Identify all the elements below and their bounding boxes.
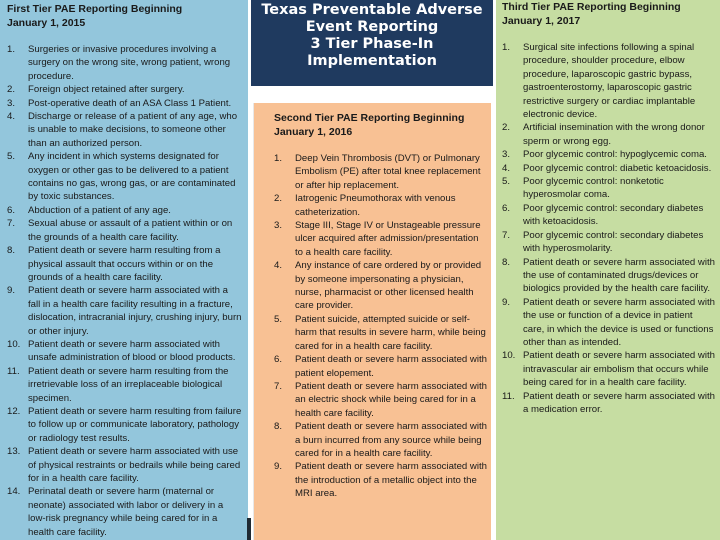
item-text: Stage III, Stage IV or Unstageable pressure ulcer acquired after admission/presentation to a health care facility.: [295, 220, 481, 258]
item-number: 8.: [7, 245, 16, 257]
list-item: [7, 445, 242, 485]
item-number: 1.: [274, 153, 283, 164]
list-item: [274, 259, 487, 313]
list-item: [7, 204, 242, 217]
item-number: 14.: [7, 486, 21, 498]
list-item: [7, 83, 242, 96]
list-item: [7, 284, 242, 338]
item-number: 9.: [7, 285, 16, 297]
title-line: Implementation: [307, 53, 437, 69]
item-text: Poor glycemic control: secondary diabetes with hyperosmolarity.: [523, 229, 704, 255]
item-text: Deep Vein Thrombosis (DVT) or Pulmonary Embolism (PE) after total knee replacement or after hip replacement.: [295, 153, 481, 191]
item-text: Patient death or severe harm associated with use of physical restraints or bedrails while being cared for in a health care facility.: [28, 446, 241, 484]
item-number: 2.: [502, 122, 511, 134]
item-text: Patient death or severe harm associated with the introduction of a metallic object into the MRI area.: [295, 461, 487, 500]
list-item: [7, 150, 242, 204]
heading-date: January 1, 2016: [274, 126, 353, 138]
list-item: [502, 162, 716, 175]
list-item: [502, 148, 716, 161]
item-text: Abduction of a patient of any age.: [28, 204, 171, 216]
item-text: Patient death or severe harm associated with unsafe administration of blood or blood products.: [28, 338, 236, 364]
heading-date: January 1, 2015: [7, 17, 86, 29]
list-item: [7, 405, 242, 445]
list-item: [502, 229, 716, 256]
item-number: 5.: [7, 151, 16, 163]
item-number: 8.: [502, 256, 511, 268]
item-text: Poor glycemic control: diabetic ketoacidosis.: [523, 162, 712, 174]
list-item: [502, 202, 716, 229]
item-number: 3.: [7, 97, 16, 109]
heading-line: First Tier PAE Reporting Beginning: [7, 3, 183, 15]
item-number: 1.: [502, 42, 511, 53]
item-text: Iatrogenic Pneumothorax with venous catheterization.: [295, 193, 456, 218]
item-text: Any instance of care ordered by or provided by someone impersonating a physician, nurse, pharmacist or other licensed health care provider.: [295, 260, 482, 312]
list-item: [502, 349, 716, 389]
item-number: 9.: [274, 461, 283, 473]
tier1-heading: [7, 2, 242, 30]
divider: [247, 518, 251, 540]
item-text: Surgical site infections following a spinal procedure, shoulder procedure, elbow procedure, laparoscopic gastric bypass, gastroenterostomy, laparoscopic gastric restrictive surgery or cardiac implantable electronic device.: [523, 42, 696, 121]
item-text: Any incident in which systems designated for oxygen or other gas to be delivered to a patient contains no gas, wrong gas, or are contaminated by toxic substances.: [28, 151, 236, 203]
item-text: Sexual abuse or assault of a patient within or on the grounds of a health care facility.: [28, 218, 233, 243]
list-item: [7, 485, 242, 539]
item-text: Discharge or release of a patient of any age, who is unable to make decisions, to someone other than an authorized person.: [28, 111, 238, 149]
list-item: [7, 217, 242, 244]
item-number: 6.: [7, 204, 16, 216]
item-text: Patient death or severe harm associated with intravascular air embolism that occurs while being cared for in a health care facility.: [523, 350, 715, 389]
list-item: [274, 420, 487, 460]
list-item: [7, 97, 242, 110]
item-number: 5.: [502, 176, 511, 188]
tier3-list: [502, 41, 716, 416]
heading-line: Second Tier PAE Reporting Beginning: [274, 112, 465, 124]
list-item: [274, 219, 487, 259]
item-text: Surgeries or invasive procedures involving a surgery on the wrong site, wrong patient, wrong procedure.: [28, 44, 231, 82]
item-number: 11.: [502, 390, 515, 402]
item-text: Patient death or severe harm associated with a medication error.: [523, 390, 715, 415]
item-number: 1.: [7, 44, 16, 55]
item-text: Foreign object retained after surgery.: [28, 84, 185, 96]
item-number: 3.: [274, 220, 283, 232]
item-text: Post-operative death of an ASA Class 1 Patient.: [28, 97, 232, 109]
list-item: [7, 43, 242, 83]
tier3-heading: [502, 0, 716, 28]
item-text: Patient death or severe harm associated with a fall in a health care facility resulting in a fracture, dislocation, intracranial injury, crushing injury, burn or other injury.: [28, 285, 242, 337]
item-number: 6.: [502, 202, 511, 214]
list-item: [502, 121, 716, 148]
item-text: Patient death or severe harm resulting from the irretrievable loss of an irreplaceable biological specimen.: [28, 365, 229, 404]
list-item: [274, 460, 487, 500]
item-number: 4.: [502, 162, 511, 174]
item-text: Patient death or severe harm associated with patient elopement.: [295, 354, 487, 379]
list-item: [274, 353, 487, 380]
list-item: [502, 256, 716, 296]
item-number: 7.: [274, 380, 283, 392]
list-item: [274, 380, 487, 420]
item-text: Perinatal death or severe harm (maternal or neonate) associated with labor or delivery in a low-risk pregnancy while being cared for in a health care facility.: [28, 486, 224, 538]
item-text: Patient death or severe harm associated with an electric shock while being cared for in a health care facility.: [295, 380, 487, 419]
title-line: Event Reporting: [305, 19, 439, 35]
list-item: [502, 175, 716, 202]
list-item: [7, 110, 242, 150]
tier2-list: [274, 152, 487, 501]
item-number: 8.: [274, 421, 283, 433]
list-item: [274, 192, 487, 219]
item-text: Patient suicide, attempted suicide or self-harm that results in severe harm, while being cared for in a health care facility.: [295, 313, 486, 352]
list-item: [274, 152, 487, 192]
item-number: 3.: [502, 149, 511, 161]
item-text: Patient death or severe harm associated with the use or function of a device in patient care, in which the device is used or functions other than as intended.: [523, 296, 715, 348]
item-number: 9.: [502, 296, 511, 308]
item-number: 12.: [7, 405, 21, 417]
title-line: 3 Tier Phase-In: [310, 36, 434, 52]
item-number: 6.: [274, 354, 283, 366]
item-text: Poor glycemic control: nonketotic hyperosmolar coma.: [523, 176, 664, 201]
heading-date: January 1, 2017: [502, 15, 581, 27]
item-text: Poor glycemic control: secondary diabetes with ketoacidosis.: [523, 202, 704, 228]
item-number: 10.: [502, 350, 516, 362]
tier3-panel: [496, 0, 720, 540]
list-item: [7, 244, 242, 284]
list-item: [274, 313, 487, 353]
tier1-list: [7, 43, 242, 539]
item-text: Patient death or severe harm associated with the use of contaminated drugs/devices or biologics provided by the health care facility.: [523, 256, 715, 295]
item-number: 2.: [274, 193, 283, 205]
item-number: 5.: [274, 313, 283, 325]
list-item: [502, 41, 716, 121]
list-item: [502, 296, 716, 350]
tier2-panel: [253, 103, 491, 540]
title-line: Texas Preventable Adverse: [261, 2, 483, 18]
list-item: [7, 338, 242, 365]
heading-line: Third Tier PAE Reporting Beginning: [502, 1, 681, 13]
item-text: Patient death or severe harm resulting from failure to follow up or communicate laboratory, pathology or radiology test results.: [28, 405, 242, 444]
item-number: 10.: [7, 338, 21, 350]
item-number: 2.: [7, 84, 16, 96]
item-text: Artificial insemination with the wrong donor sperm or wrong egg.: [523, 122, 705, 147]
item-text: Poor glycemic control: hypoglycemic coma.: [523, 149, 707, 161]
item-text: Patient death or severe harm associated with a burn incurred from any source while being cared for in a health care facility.: [295, 421, 487, 459]
item-number: 4.: [274, 260, 283, 272]
item-number: 13.: [7, 446, 21, 458]
item-text: Patient death or severe harm resulting from a physical assault that occurs within or on the grounds of a health care facility.: [28, 245, 221, 283]
list-item: [502, 390, 716, 417]
page-title: [251, 0, 493, 86]
item-number: 7.: [7, 218, 16, 230]
item-number: 7.: [502, 229, 511, 241]
tier2-heading: [274, 111, 487, 139]
list-item: [7, 365, 242, 405]
item-number: 11.: [7, 365, 20, 377]
tier1-panel: [0, 0, 248, 540]
item-number: 4.: [7, 111, 16, 123]
